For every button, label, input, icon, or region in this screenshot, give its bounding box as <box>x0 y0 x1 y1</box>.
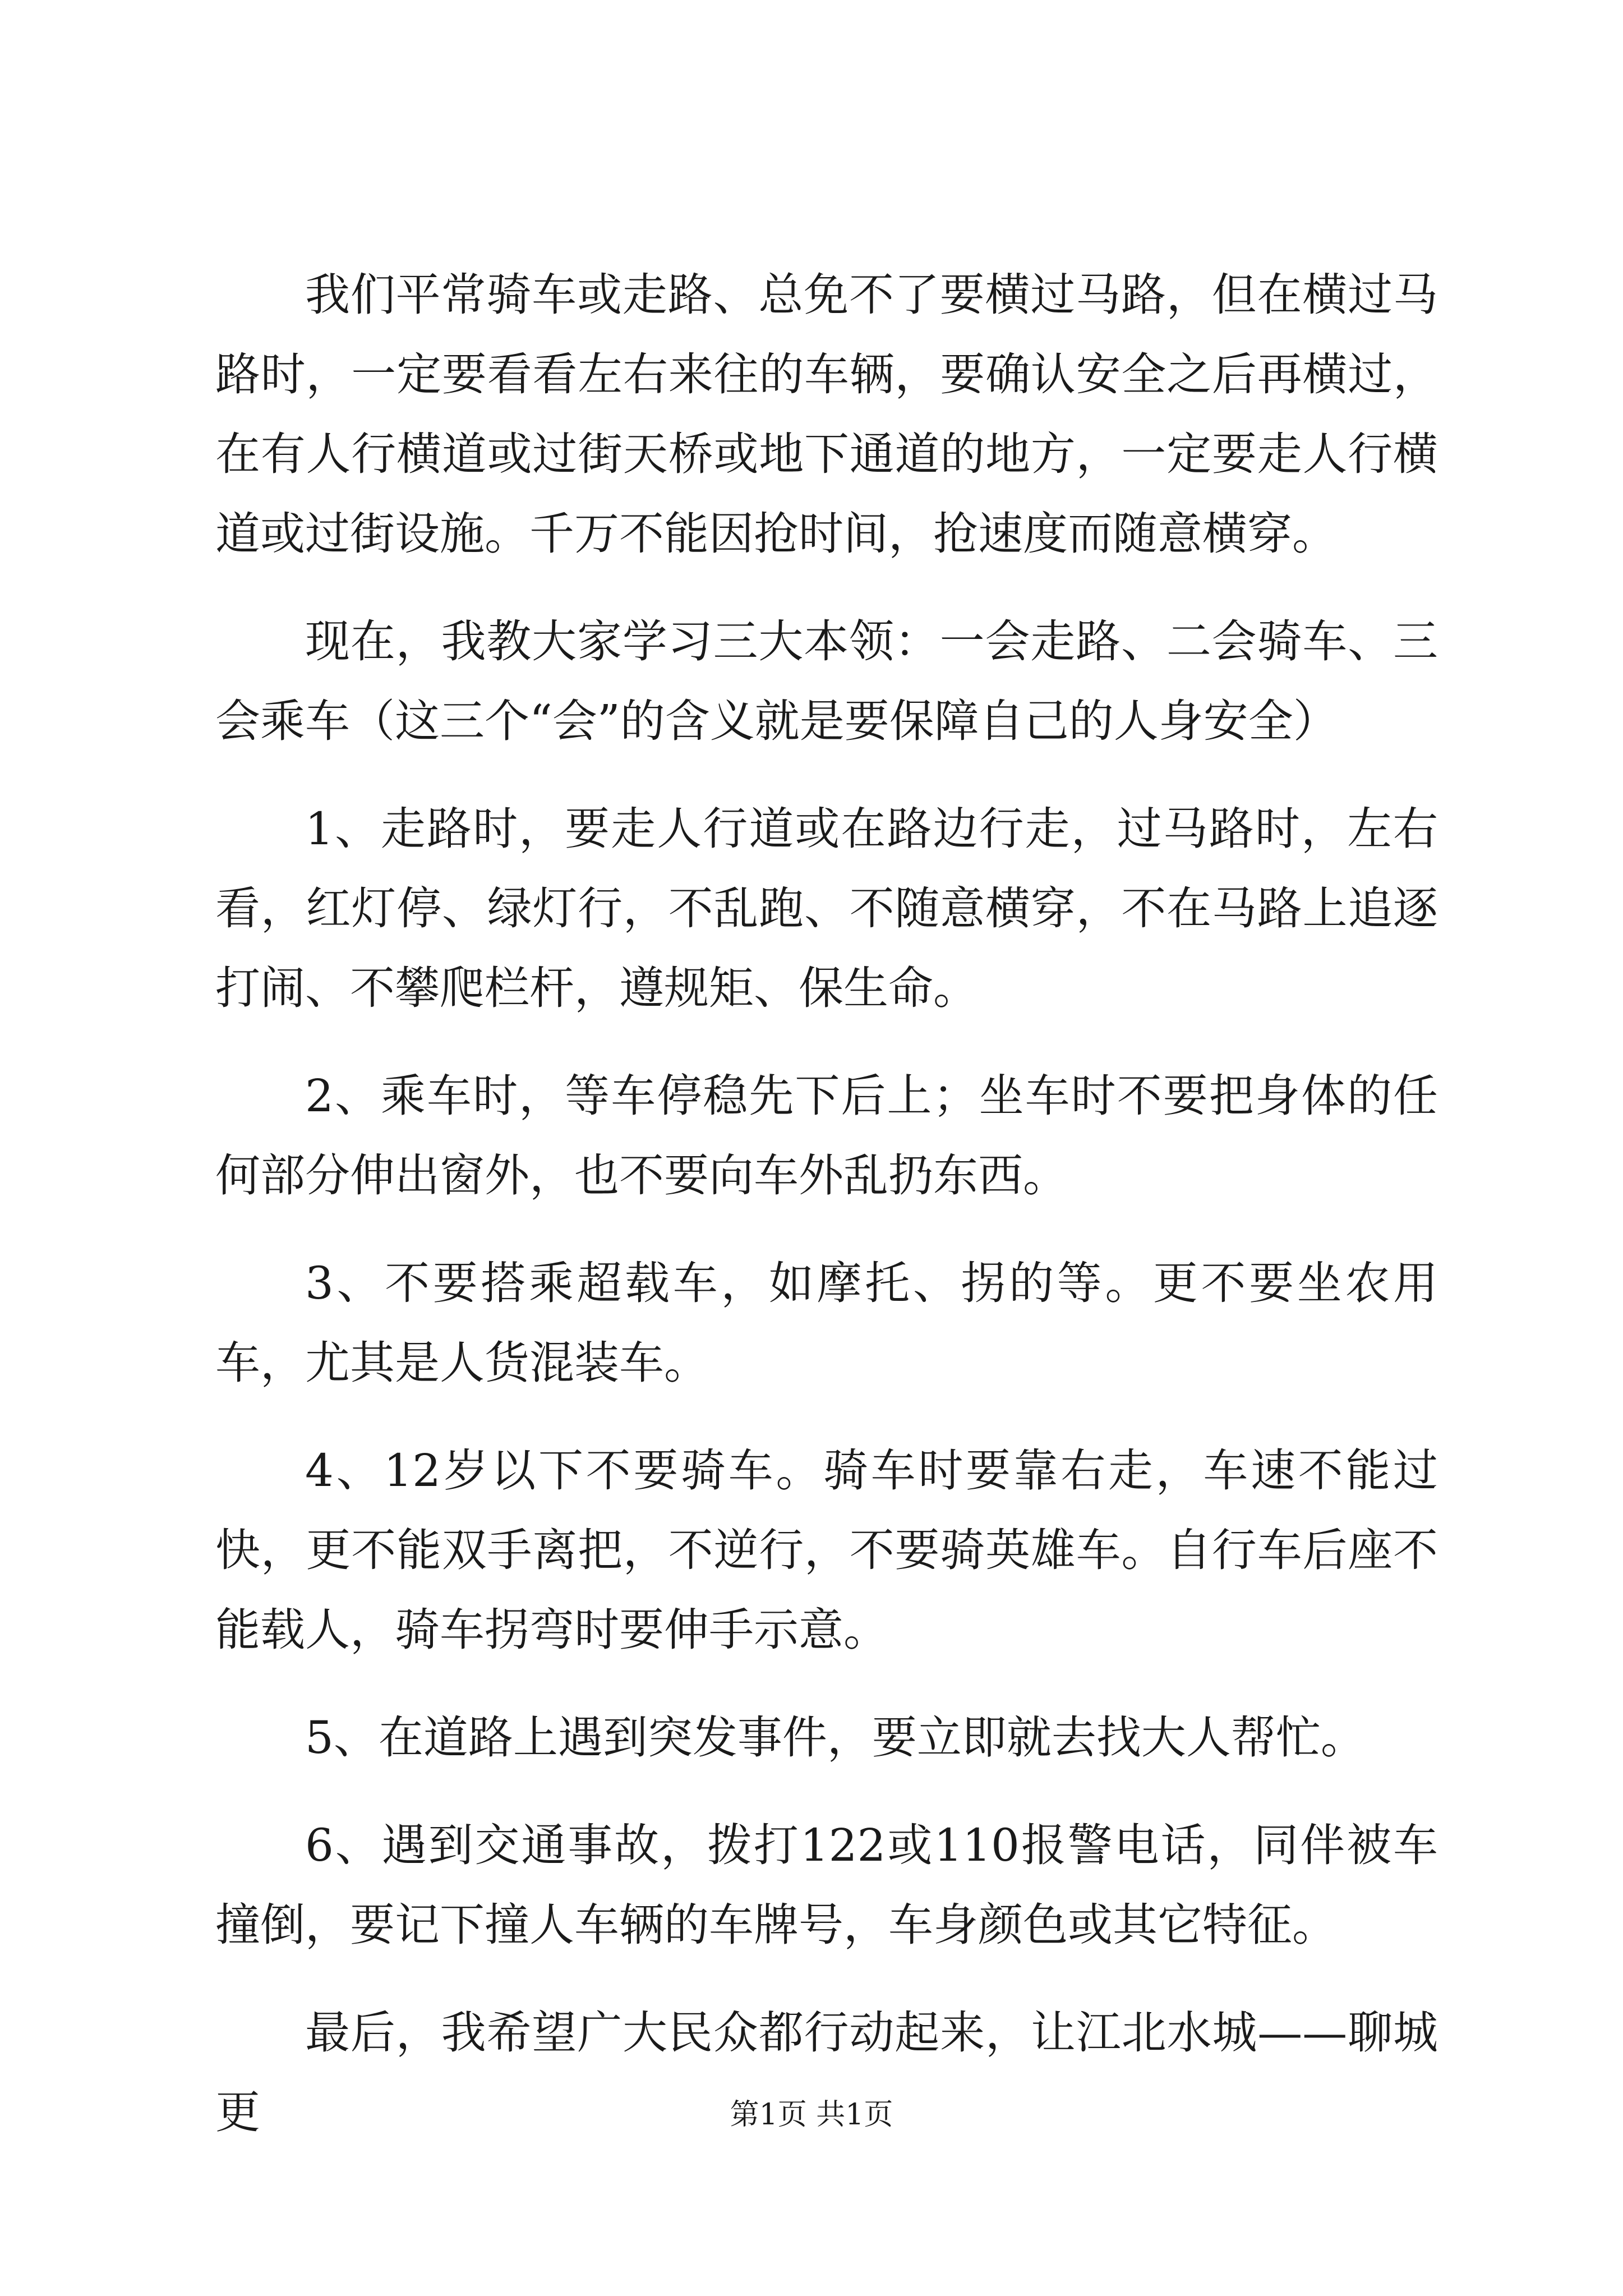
paragraph-rule-riding-vehicle: 2、乘车时，等车停稳先下后上；坐车时不要把身体的任何部分伸出窗外，也不要向车外乱扔东西。 <box>215 1070 1438 1202</box>
paragraph-rule-accident: 6、遇到交通事故，拨打122或110报警电话，同伴被车撞倒，要记下撞人车辆的车牌号，车身颜色或其它特征。 <box>215 1819 1438 1951</box>
paragraph-rule-overloaded: 3、不要搭乘超载车，如摩托、拐的等。更不要坐农用车，尤其是人货混装车。 <box>215 1257 1438 1389</box>
paragraph-rule-cycling: 4、12岁以下不要骑车。骑车时要靠右走，车速不能过快，更不能双手离把，不逆行，不要骑英雄车。自行车后座不能载人，骑车拐弯时要伸手示意。 <box>215 1444 1438 1656</box>
document-body <box>215 255 1438 2180</box>
paragraph-closing: 最后，我希望广大民众都行动起来，让江北水城——聊城更 <box>215 2007 1438 2138</box>
paragraph-rule-walking: 1、走路时，要走人行道或在路边行走，过马路时，左右看，红灯停、绿灯行，不乱跑、不随意横穿，不在马路上追逐打闹、不攀爬栏杆，遵规矩、保生命。 <box>215 803 1438 1014</box>
page-footer: 第1页 共1页 <box>730 2098 893 2132</box>
paragraph-rule-emergency: 5、在道路上遇到突发事件，要立即就去找大人帮忙。 <box>305 1711 1366 1764</box>
paragraph-crossing-road: 我们平常骑车或走路、总免不了要横过马路，但在横过马路时，一定要看看左右来往的车辆，要确认安全之后再横过，在有人行横道或过街天桥或地下通道的地方，一定要走人行横道或过街设施。千万不能因抢时间，抢速度而随意横穿。 <box>215 269 1438 560</box>
paragraph-three-skills: 现在，我教大家学习三大本领：一会走路、二会骑车、三会乘车（这三个“会”的含义就是要保障自己的人身安全） <box>215 615 1438 747</box>
